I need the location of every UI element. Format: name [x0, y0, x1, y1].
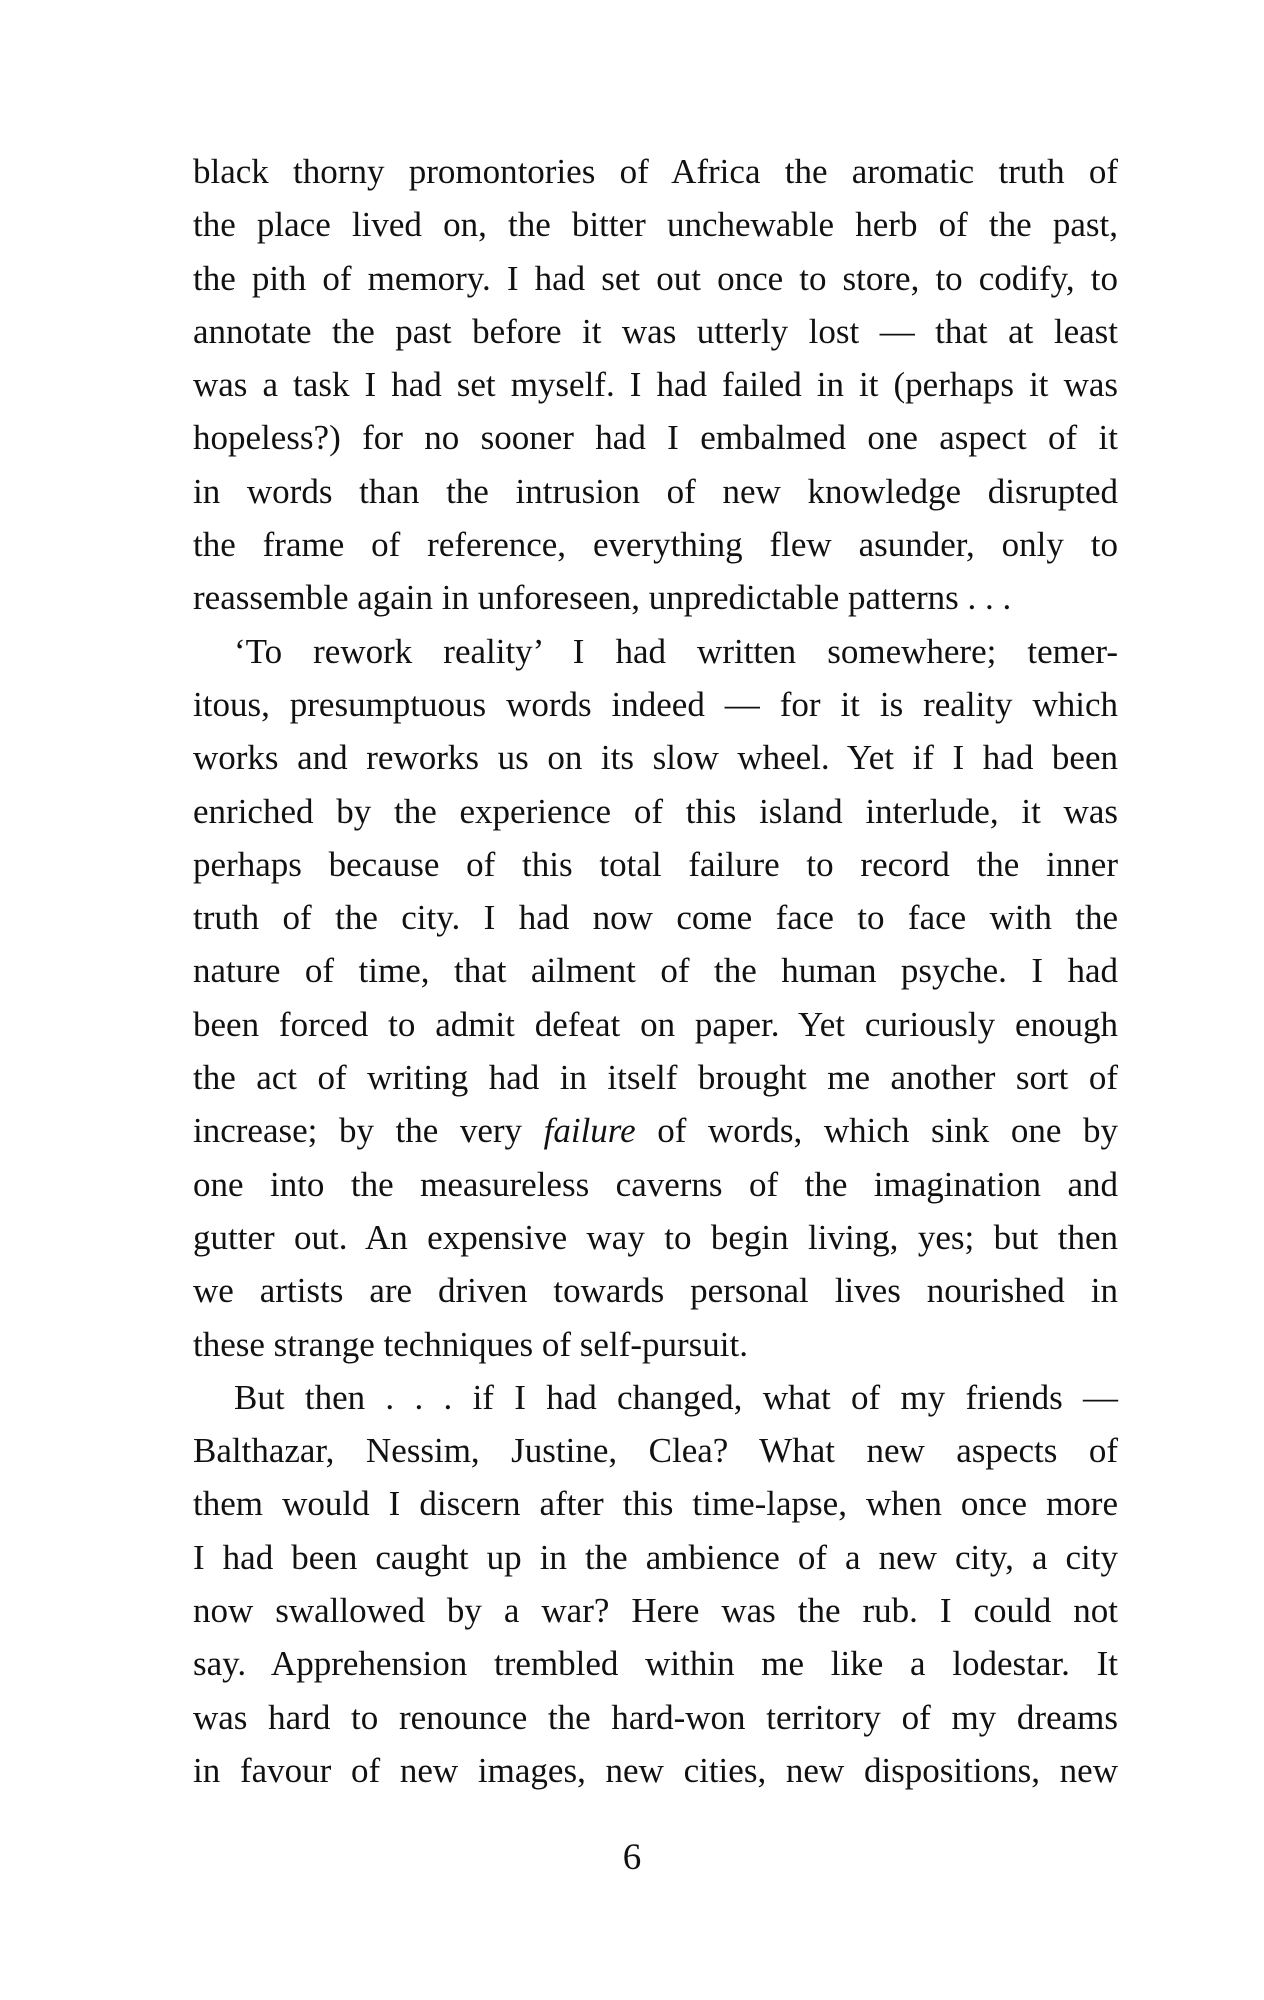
text-line: reassemble again in unforeseen, unpredictable patterns . . . [193, 578, 1012, 618]
text-line: the place lived on, the bitter unchewable herb of the past, [193, 205, 1118, 245]
text-line: in words than the intrusion of new knowledge disrupted [193, 471, 1118, 511]
text-line: works and reworks us on its slow wheel. Yet if I had been [193, 738, 1118, 778]
italic-emphasis: failure [543, 1111, 636, 1151]
text-line: one into the measureless caverns of the imagination and [193, 1164, 1118, 1204]
text-line: was hard to renounce the hard-won territory of my dreams [193, 1697, 1118, 1737]
text-line: annotate the past before it was utterly lost — that at least [193, 311, 1118, 351]
text-line: black thorny promontories of Africa the aromatic truth of [193, 152, 1118, 191]
text-line: enriched by the experience of this island interlude, it was [193, 791, 1118, 831]
text-line: the frame of reference, everything flew asunder, only to [193, 525, 1118, 565]
text-line: perhaps because of this total failure to record the inner [193, 844, 1118, 884]
text-line: ‘To rework reality’ I had written somewhere; temer- [234, 631, 1118, 671]
text-line: increase; by the very failure of words, which sink one by [193, 1111, 1118, 1151]
text-line: nature of time, that ailment of the human psyche. I had [193, 951, 1118, 991]
text-line: Balthazar, Nessim, Justine, Clea? What new aspects of [193, 1431, 1118, 1471]
text-line: truth of the city. I had now come face to face with the [193, 898, 1118, 938]
text-line: them would I discern after this time-lapse, when once more [193, 1484, 1118, 1524]
paragraph-1 [193, 145, 1118, 625]
text-line: now swallowed by a war? Here was the rub. I could not [193, 1591, 1118, 1631]
text-line: the act of writing had in itself brought me another sort of [193, 1058, 1118, 1098]
text-line: I had been caught up in the ambience of a new city, a city [193, 1537, 1118, 1577]
text-line: hopeless?) for no sooner had I embalmed one aspect of it [193, 418, 1118, 458]
text-line: we artists are driven towards personal lives nourished in [193, 1271, 1118, 1311]
text-line: But then . . . if I had changed, what of my friends — [234, 1377, 1118, 1417]
paragraph-2 [193, 625, 1118, 1371]
text-line: itous, presumptuous words indeed — for it is reality which [193, 684, 1118, 724]
text-line: the pith of memory. I had set out once to store, to codify, to [193, 258, 1118, 298]
paragraph-3 [193, 1371, 1118, 1797]
text-line: was a task I had set myself. I had failed in it (perhaps it was [193, 365, 1118, 405]
body-text [193, 145, 1118, 1797]
text-line: in favour of new images, new cities, new dispositions, new [193, 1750, 1118, 1790]
text-line: been forced to admit defeat on paper. Yet curiously enough [193, 1004, 1118, 1044]
page-number: 6 [622, 1837, 642, 1878]
text-line: gutter out. An expensive way to begin living, yes; but then [193, 1217, 1118, 1257]
text-line: these strange techniques of self-pursuit. [193, 1324, 748, 1364]
text-line: say. Apprehension trembled within me like a lodestar. It [193, 1644, 1118, 1684]
